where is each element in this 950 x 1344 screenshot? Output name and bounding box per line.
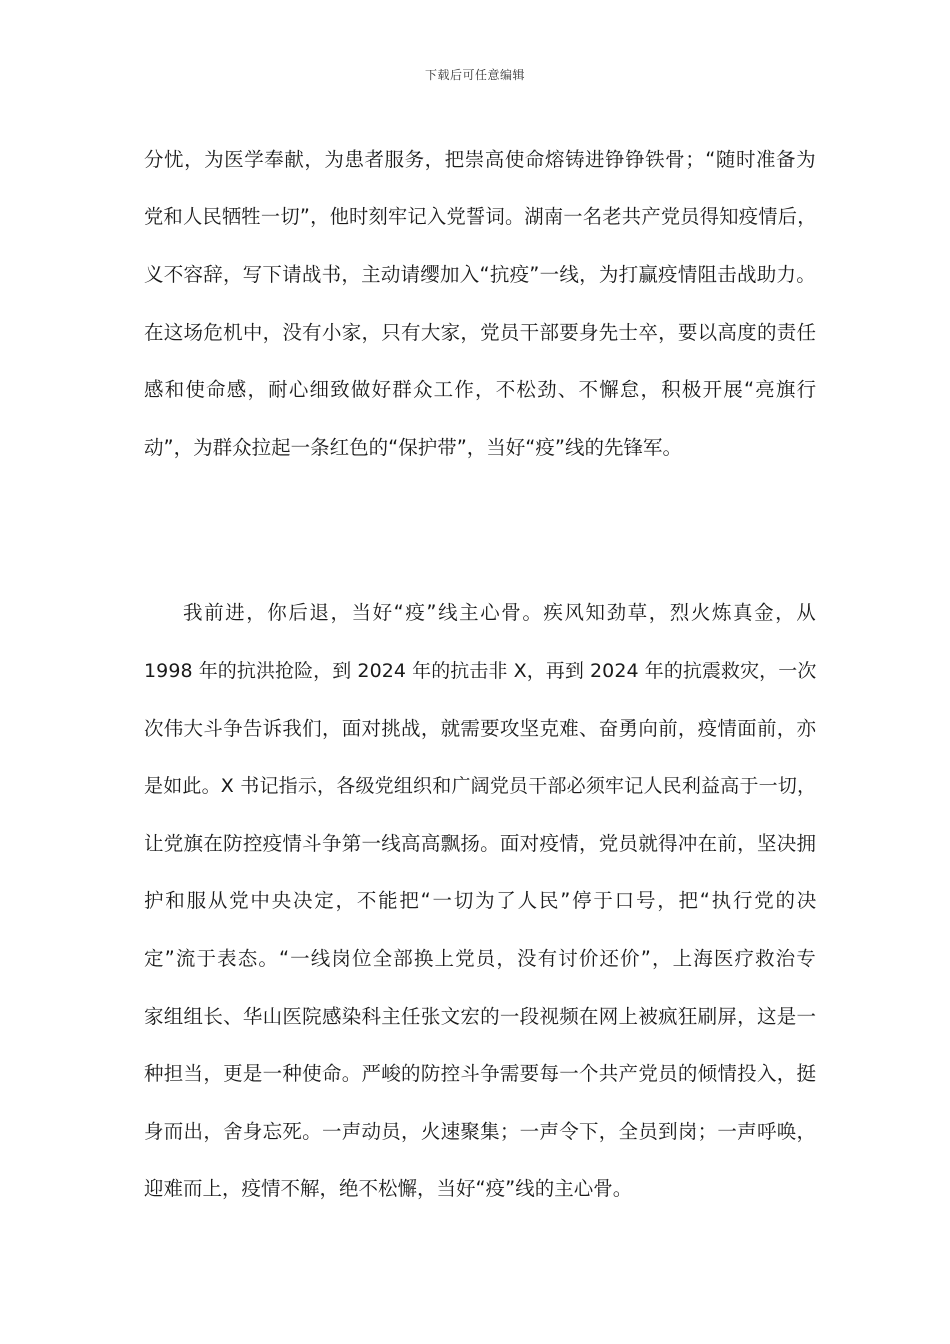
text-line: 让党旗在防控疫情斗争第一线高高飘扬。面对疫情，党员就得冲在前，坚决拥 [144, 831, 817, 855]
text-line-last: 迎难而上，疫情不解，绝不松懈，当好“疫”线的主心骨。 [144, 1177, 633, 1201]
text-line-first: 我前进，你后退，当好“疫”线主心骨。疾风知劲草，烈火炼真金，从 [183, 601, 818, 625]
text-line-last: 动”，为群众拉起一条红色的“保护带”，当好“疫”线的先锋军。 [144, 435, 683, 459]
paragraph-1 [144, 131, 816, 477]
text-line: 义不容辞，写下请战书，主动请缨加入“抗疫”一线，为打赢疫情阻击战助力。 [144, 262, 816, 286]
text-line: 次伟大斗争告诉我们，面对挑战，就需要攻坚克难、奋勇向前，疫情面前，亦 [144, 716, 817, 740]
text-line: 党和人民牺牲一切”，他时刻牢记入党誓词。湖南一名老共产党员得知疫情后， [144, 205, 817, 229]
text-line: 护和服从党中央决定，不能把“一切为了人民”停于口号，把“执行党的决 [144, 889, 819, 913]
paragraph-2 [144, 585, 819, 1219]
text-line: 1998 年的抗洪抢险，到 2024 年的抗击非 X，再到 2024 年的抗震救灾，一次 [144, 659, 817, 682]
page-header-note: 下载后可任意编辑 [424, 68, 525, 82]
text-line: 定”流于表态。“一线岗位全部换上党员，没有讨价还价”，上海医疗救治专 [144, 946, 817, 970]
text-line: 家组组长、华山医院感染科主任张文宏的一段视频在网上被疯狂刷屏，这是一 [144, 1004, 817, 1028]
paragraph-spacer [144, 477, 816, 585]
text-line: 身而出，舍身忘死。一声动员，火速聚集；一声令下，全员到岗；一声呼唤， [144, 1119, 817, 1143]
document-body [144, 131, 819, 1218]
text-line: 分忧，为医学奉献，为患者服务，把崇高使命熔铸进铮铮铁骨；“随时准备为 [144, 147, 817, 171]
text-line: 感和使命感，耐心细致做好群众工作，不松劲、不懈怠，积极开展“亮旗行 [144, 378, 818, 402]
text-line: 种担当，更是一种使命。严峻的防控斗争需要每一个共产党员的倾情投入，挺 [144, 1062, 817, 1086]
text-line: 在这场危机中，没有小家，只有大家，党员干部要身先士卒，要以高度的责任 [144, 320, 817, 344]
text-line: 是如此。X 书记指示，各级党组织和广阔党员干部必须牢记人民利益高于一切， [144, 775, 817, 798]
